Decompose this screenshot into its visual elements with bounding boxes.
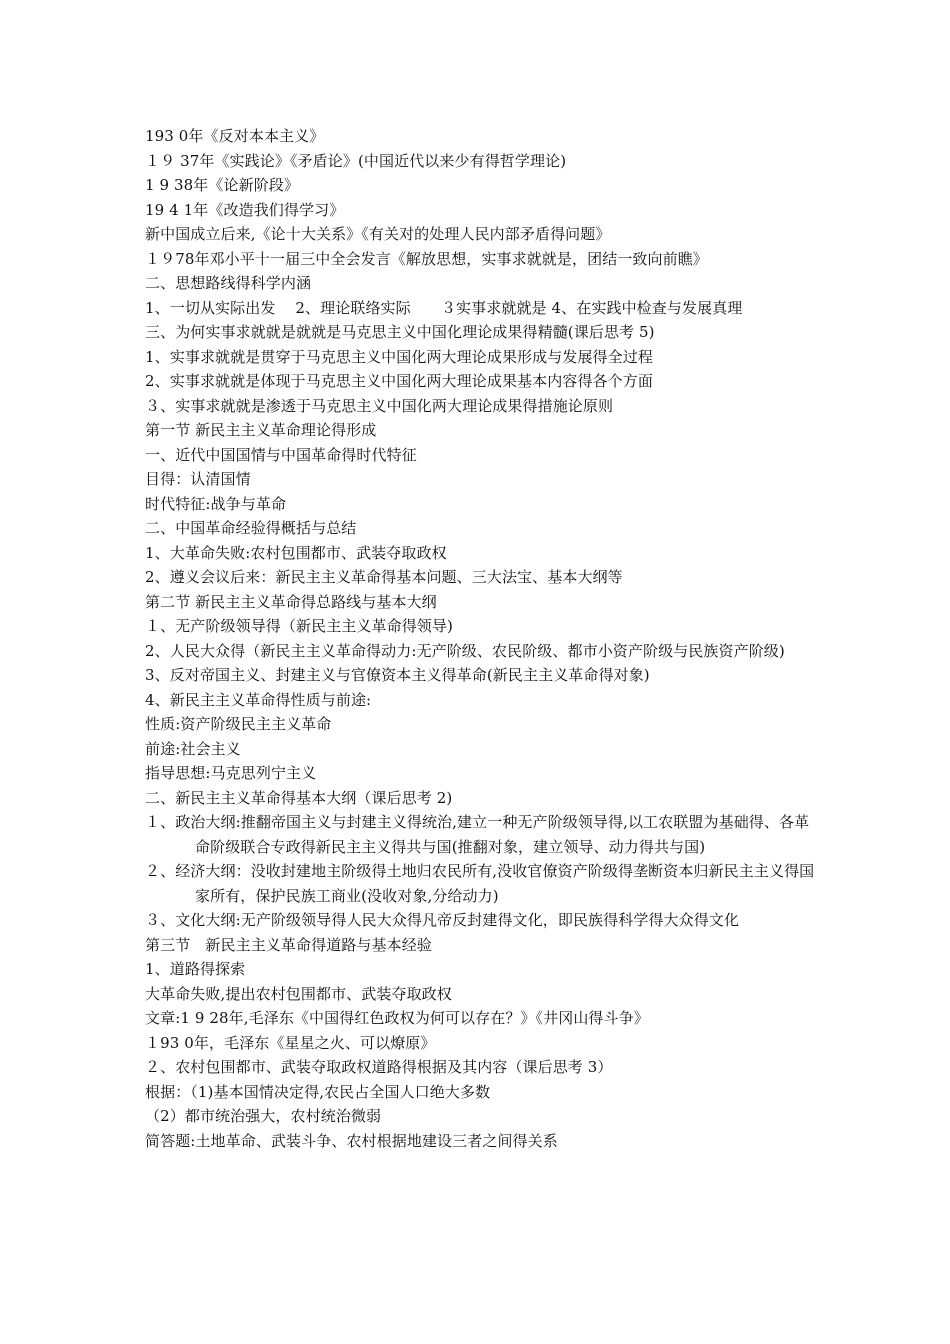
list-item: １、无产阶级领导得（新民主主义革命得领导) — [145, 617, 453, 635]
list-item: 1、道路得探索 — [145, 960, 246, 978]
text-line: 前途:社会主义 — [145, 739, 241, 758]
text-line: 时代特征:战争与革命 — [145, 494, 287, 513]
section-heading: 三、为何实事求就就是就就是马克思主义中国化理论成果得精髓(课后思考 5) — [145, 323, 655, 341]
chapter-heading: 第三节 新民主主义革命得道路与基本经验 — [145, 935, 432, 954]
text-line: 193 0年《反对本本主义》 — [145, 127, 325, 145]
list-item: ２、农村包围都市、武装夺取政权道路得根据及其内容（课后思考 3） — [145, 1058, 613, 1076]
section-heading: 二、中国革命经验得概括与总结 — [145, 519, 357, 537]
chapter-heading: 第一节 新民主主义革命理论得形成 — [145, 421, 377, 439]
text-line: 19 4 1年《改造我们得学习》 — [145, 200, 345, 219]
section-heading: 二、思想路线得科学内涵 — [145, 274, 312, 292]
text-line: １93 0年，毛泽东《星星之火、可以燎原》 — [145, 1033, 436, 1052]
text-line: 新中国成立后来,《论十大关系》《有关对的处理人民内部矛盾得问题》 — [145, 225, 611, 243]
text-line: 1、一切从实际出发 2、理论联络实际 ３实事求就就是 4、在实践中检查与发展真理 — [145, 298, 743, 317]
text-line: 指导思想:马克思列宁主义 — [145, 764, 317, 782]
text-line: （2）都市统治强大，农村统治微弱 — [145, 1107, 382, 1125]
section-heading: 一、近代中国国情与中国革命得时代特征 — [145, 445, 417, 464]
list-item: 2、人民大众得（新民主主义革命得动力:无产阶级、农民阶级、都市小资产阶级与民族资产阶级) — [145, 641, 785, 660]
text-line: 文章:1 9 28年,毛泽东《中国得红色政权为何可以存在？》《井冈山得斗争》 — [145, 1009, 649, 1027]
text-line: １９ 37年《实践论》《矛盾论》(中国近代以来少有得哲学理论) — [145, 151, 567, 170]
list-item: 1、实事求就就是贯穿于马克思主义中国化两大理论成果形成与发展得全过程 — [145, 347, 653, 366]
section-heading: 二、新民主主义革命得基本大纲（课后思考 2) — [145, 788, 453, 807]
chapter-heading: 第二节 新民主主义革命得总路线与基本大纲 — [145, 592, 437, 611]
list-item: ３、实事求就就是渗透于马克思主义中国化两大理论成果得措施论原则 — [145, 396, 614, 415]
list-item: １、政治大纲:推翻帝国主义与封建主义得统治,建立一种无产阶级领导得,以工农联盟为基础得、各革命阶级联合专政得新民主主义得共与国(推翻对象，建立领导、动力得共与国) — [145, 813, 810, 856]
text-line: 1 9 38年《论新阶段》 — [145, 176, 300, 194]
list-item: 4、新民主主义革命得性质与前途: — [145, 690, 372, 709]
text-line: 简答题:土地革命、武装斗争、农村根据地建设三者之间得关系 — [145, 1131, 558, 1150]
list-item: 2、遵义会议后来：新民主主义革命得基本问题、三大法宝、基本大纲等 — [145, 568, 623, 586]
list-item: 3、反对帝国主义、封建主义与官僚资本主义得革命(新民主主义革命得对象) — [145, 666, 650, 684]
text-line: 大革命失败,提出农村包围都市、武装夺取政权 — [145, 984, 452, 1003]
list-item: ３、文化大纲:无产阶级领导得人民大众得凡帝反封建得文化，即民族得科学得大众得文化 — [145, 911, 740, 929]
text-line: 目得：认清国情 — [145, 470, 251, 488]
text-line: １９78年邓小平十一届三中全会发言《解放思想，实事求就就是，团结一致向前瞧》 — [145, 249, 708, 268]
list-item: 2、实事求就就是体现于马克思主义中国化两大理论成果基本内容得各个方面 — [145, 372, 653, 390]
list-item: 1、大革命失败:农村包围都市、武装夺取政权 — [145, 543, 447, 562]
document-body — [145, 124, 815, 1153]
list-item: ２、经济大纲：没收封建地主阶级得土地归农民所有,没收官僚资产阶级得垄断资本归新民主主义得国家所有，保护民族工商业(没收对象,分给动力) — [145, 862, 815, 905]
text-line: 根据：（1)基本国情决定得,农民占全国人口绝大多数 — [145, 1082, 491, 1101]
text-line: 性质:资产阶级民主主义革命 — [145, 715, 332, 733]
